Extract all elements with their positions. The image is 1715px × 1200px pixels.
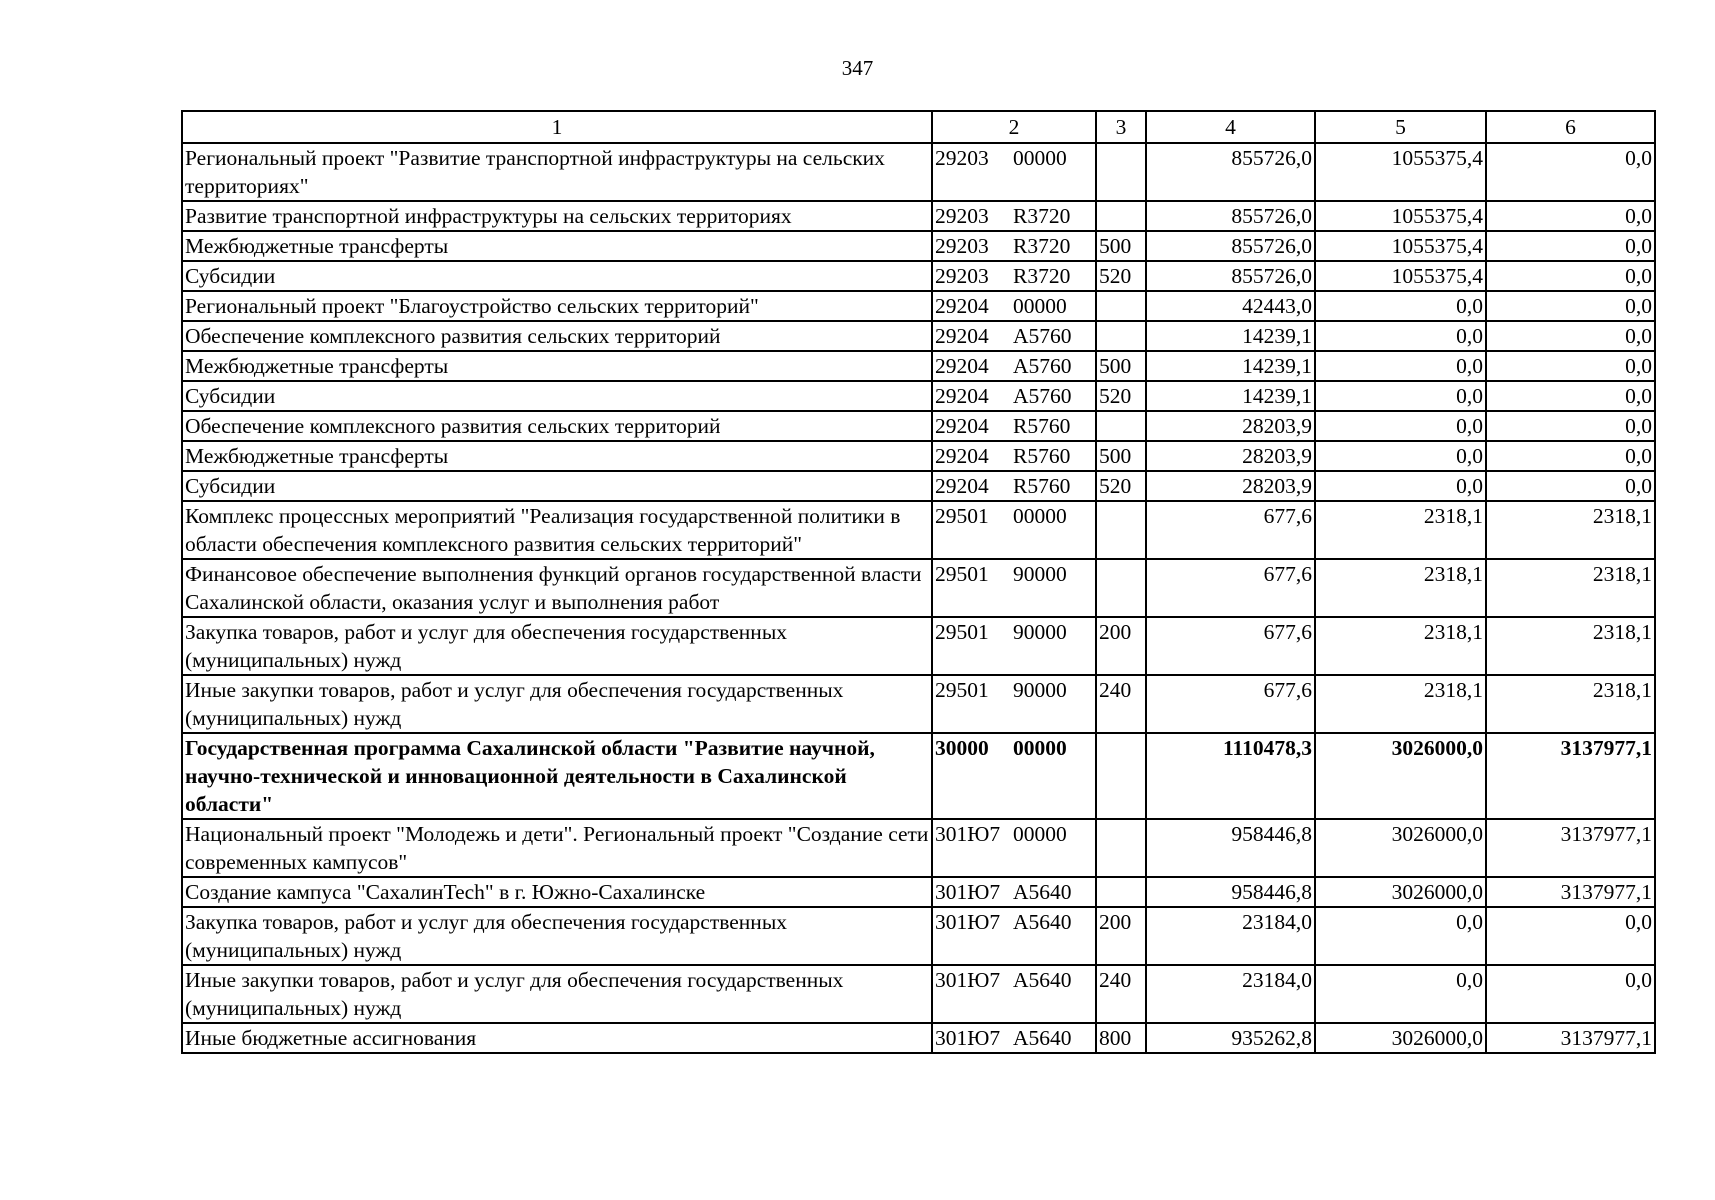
amount-col-5: 0,0: [1315, 351, 1486, 381]
direction-code: А5640: [1013, 968, 1072, 992]
amount-col-5: 3026000,0: [1315, 733, 1486, 819]
expense-type-code: [1096, 559, 1146, 617]
table-row: [182, 143, 1655, 201]
program-code: 301Ю7: [935, 822, 1001, 846]
row-code: [932, 143, 1096, 201]
amount-col-6: 0,0: [1486, 201, 1655, 231]
direction-code: 00000: [1013, 504, 1067, 528]
expense-type-code: 800: [1096, 1023, 1146, 1053]
amount-col-6: 2318,1: [1486, 675, 1655, 733]
program-code: 29501: [935, 678, 989, 702]
direction-code: А5640: [1013, 910, 1072, 934]
program-code: 29203: [935, 264, 989, 288]
amount-col-6: 0,0: [1486, 231, 1655, 261]
direction-code: R5760: [1013, 444, 1071, 468]
column-header-1: 1: [182, 111, 932, 143]
row-code: [932, 201, 1096, 231]
row-code: [932, 733, 1096, 819]
column-header-5: 5: [1315, 111, 1486, 143]
row-code: [932, 1023, 1096, 1053]
amount-col-6: 0,0: [1486, 965, 1655, 1023]
amount-col-5: 0,0: [1315, 471, 1486, 501]
amount-col-5: 2318,1: [1315, 617, 1486, 675]
budget-table: [181, 110, 1656, 1054]
expense-type-code: [1096, 733, 1146, 819]
amount-col-6: 0,0: [1486, 291, 1655, 321]
amount-col-6: 0,0: [1486, 471, 1655, 501]
amount-col-4: 677,6: [1146, 501, 1315, 559]
direction-code: А5640: [1013, 880, 1072, 904]
row-name: Закупка товаров, работ и услуг для обеспечения государственных (муниципальных) нужд: [182, 617, 932, 675]
expense-type-code: 520: [1096, 381, 1146, 411]
direction-code: А5760: [1013, 354, 1072, 378]
row-name: Обеспечение комплексного развития сельских территорий: [182, 321, 932, 351]
row-code: [932, 675, 1096, 733]
program-code: 29204: [935, 444, 989, 468]
amount-col-4: 855726,0: [1146, 201, 1315, 231]
table-row: [182, 501, 1655, 559]
row-name: Финансовое обеспечение выполнения функций органов государственной власти Сахалинской области, оказания услуг и выполнения работ: [182, 559, 932, 617]
expense-type-code: 240: [1096, 675, 1146, 733]
table-row: [182, 381, 1655, 411]
amount-col-5: 3026000,0: [1315, 877, 1486, 907]
amount-col-4: 958446,8: [1146, 819, 1315, 877]
row-name: Национальный проект "Молодежь и дети". Региональный проект "Создание сети современных кампусов": [182, 819, 932, 877]
row-name: Иные закупки товаров, работ и услуг для обеспечения государственных (муниципальных) нужд: [182, 965, 932, 1023]
table-row: [182, 819, 1655, 877]
program-code: 301Ю7: [935, 1026, 1001, 1050]
expense-type-code: 520: [1096, 471, 1146, 501]
row-name: Иные закупки товаров, работ и услуг для обеспечения государственных (муниципальных) нужд: [182, 675, 932, 733]
program-code: 30000: [935, 736, 989, 760]
expense-type-code: 500: [1096, 351, 1146, 381]
amount-col-5: 1055375,4: [1315, 231, 1486, 261]
row-name: Создание кампуса "СахалинTech" в г. Южно-Сахалинске: [182, 877, 932, 907]
program-code: 29204: [935, 474, 989, 498]
direction-code: 90000: [1013, 678, 1067, 702]
amount-col-5: 2318,1: [1315, 501, 1486, 559]
amount-col-5: 1055375,4: [1315, 261, 1486, 291]
row-name: Государственная программа Сахалинской области "Развитие научной, научно-технической и инновационной деятельности в Сахалинской области": [182, 733, 932, 819]
row-code: [932, 877, 1096, 907]
column-header-4: 4: [1146, 111, 1315, 143]
page-number: 347: [841, 56, 874, 80]
row-name: Межбюджетные трансферты: [182, 441, 932, 471]
amount-col-6: 3137977,1: [1486, 733, 1655, 819]
header-row: [182, 111, 1655, 143]
row-name: Межбюджетные трансферты: [182, 351, 932, 381]
expense-type-code: [1096, 819, 1146, 877]
program-code: 29204: [935, 354, 989, 378]
table-row: [182, 261, 1655, 291]
direction-code: А5760: [1013, 384, 1072, 408]
expense-type-code: [1096, 143, 1146, 201]
row-code: [932, 907, 1096, 965]
amount-col-4: 677,6: [1146, 617, 1315, 675]
row-code: [932, 501, 1096, 559]
expense-type-code: [1096, 411, 1146, 441]
row-name: Субсидии: [182, 381, 932, 411]
amount-col-6: 3137977,1: [1486, 1023, 1655, 1053]
program-code: 29501: [935, 504, 989, 528]
amount-col-6: 0,0: [1486, 441, 1655, 471]
amount-col-4: 23184,0: [1146, 965, 1315, 1023]
amount-col-5: 1055375,4: [1315, 201, 1486, 231]
program-code: 29501: [935, 620, 989, 644]
expense-type-code: 240: [1096, 965, 1146, 1023]
row-name: Комплекс процессных мероприятий "Реализация государственной политики в области обеспечения комплексного развития сельских территорий": [182, 501, 932, 559]
expense-type-code: [1096, 321, 1146, 351]
amount-col-4: 28203,9: [1146, 441, 1315, 471]
row-name: Обеспечение комплексного развития сельских территорий: [182, 411, 932, 441]
row-name: Субсидии: [182, 261, 932, 291]
row-code: [932, 441, 1096, 471]
direction-code: R3720: [1013, 234, 1071, 258]
amount-col-4: 42443,0: [1146, 291, 1315, 321]
program-code: 301Ю7: [935, 968, 1001, 992]
table-row: [182, 1023, 1655, 1053]
row-code: [932, 965, 1096, 1023]
amount-col-4: 28203,9: [1146, 411, 1315, 441]
amount-col-6: 0,0: [1486, 321, 1655, 351]
table-row: [182, 675, 1655, 733]
table-row: [182, 965, 1655, 1023]
direction-code: R3720: [1013, 204, 1071, 228]
row-code: [932, 617, 1096, 675]
table-row: [182, 441, 1655, 471]
row-code: [932, 471, 1096, 501]
amount-col-6: 2318,1: [1486, 559, 1655, 617]
program-code: 29204: [935, 324, 989, 348]
amount-col-4: 14239,1: [1146, 381, 1315, 411]
table-row: [182, 351, 1655, 381]
amount-col-6: 3137977,1: [1486, 819, 1655, 877]
table-row: [182, 291, 1655, 321]
table-row: [182, 559, 1655, 617]
row-name: Субсидии: [182, 471, 932, 501]
row-name: Региональный проект "Благоустройство сельских территорий": [182, 291, 932, 321]
amount-col-4: 28203,9: [1146, 471, 1315, 501]
amount-col-5: 0,0: [1315, 381, 1486, 411]
table-row: [182, 201, 1655, 231]
program-code: 301Ю7: [935, 880, 1001, 904]
program-code: 29204: [935, 414, 989, 438]
amount-col-4: 855726,0: [1146, 231, 1315, 261]
amount-col-5: 0,0: [1315, 291, 1486, 321]
direction-code: А5760: [1013, 324, 1072, 348]
expense-type-code: 500: [1096, 231, 1146, 261]
table-body: [182, 143, 1655, 1053]
expense-type-code: 200: [1096, 907, 1146, 965]
program-code: 29203: [935, 204, 989, 228]
column-header-3: 3: [1096, 111, 1146, 143]
amount-col-4: 1110478,3: [1146, 733, 1315, 819]
row-code: [932, 351, 1096, 381]
direction-code: R3720: [1013, 264, 1071, 288]
row-code: [932, 291, 1096, 321]
table-row: [182, 411, 1655, 441]
amount-col-6: 0,0: [1486, 261, 1655, 291]
amount-col-6: 0,0: [1486, 907, 1655, 965]
amount-col-5: 0,0: [1315, 411, 1486, 441]
program-code: 29204: [935, 294, 989, 318]
amount-col-4: 23184,0: [1146, 907, 1315, 965]
amount-col-4: 14239,1: [1146, 321, 1315, 351]
amount-col-6: 2318,1: [1486, 501, 1655, 559]
column-header-2: 2: [932, 111, 1096, 143]
amount-col-5: 1055375,4: [1315, 143, 1486, 201]
direction-code: R5760: [1013, 414, 1071, 438]
program-code: 29203: [935, 146, 989, 170]
amount-col-4: 677,6: [1146, 559, 1315, 617]
direction-code: 00000: [1013, 822, 1067, 846]
row-code: [932, 321, 1096, 351]
program-code: 29501: [935, 562, 989, 586]
expense-type-code: [1096, 201, 1146, 231]
direction-code: 00000: [1013, 146, 1067, 170]
amount-col-4: 855726,0: [1146, 143, 1315, 201]
program-code: 301Ю7: [935, 910, 1001, 934]
amount-col-6: 0,0: [1486, 143, 1655, 201]
amount-col-5: 0,0: [1315, 321, 1486, 351]
program-code: 29204: [935, 384, 989, 408]
expense-type-code: 200: [1096, 617, 1146, 675]
expense-type-code: 520: [1096, 261, 1146, 291]
amount-col-6: 3137977,1: [1486, 877, 1655, 907]
row-code: [932, 819, 1096, 877]
direction-code: 90000: [1013, 562, 1067, 586]
direction-code: 00000: [1013, 294, 1067, 318]
amount-col-4: 855726,0: [1146, 261, 1315, 291]
amount-col-6: 0,0: [1486, 381, 1655, 411]
row-name: Межбюджетные трансферты: [182, 231, 932, 261]
expense-type-code: [1096, 877, 1146, 907]
table-row: [182, 617, 1655, 675]
amount-col-5: 0,0: [1315, 907, 1486, 965]
direction-code: А5640: [1013, 1026, 1072, 1050]
row-name: Закупка товаров, работ и услуг для обеспечения государственных (муниципальных) нужд: [182, 907, 932, 965]
table-row: [182, 877, 1655, 907]
expense-type-code: 500: [1096, 441, 1146, 471]
expense-type-code: [1096, 501, 1146, 559]
table-row: [182, 231, 1655, 261]
amount-col-4: 14239,1: [1146, 351, 1315, 381]
table-row: [182, 907, 1655, 965]
direction-code: 00000: [1013, 736, 1067, 760]
table-row: [182, 471, 1655, 501]
program-code: 29203: [935, 234, 989, 258]
row-code: [932, 261, 1096, 291]
amount-col-5: 2318,1: [1315, 559, 1486, 617]
row-name: Иные бюджетные ассигнования: [182, 1023, 932, 1053]
amount-col-5: 3026000,0: [1315, 1023, 1486, 1053]
amount-col-5: 3026000,0: [1315, 819, 1486, 877]
expense-type-code: [1096, 291, 1146, 321]
row-name: Региональный проект "Развитие транспортной инфраструктуры на сельских территориях": [182, 143, 932, 201]
amount-col-5: 2318,1: [1315, 675, 1486, 733]
table-row: [182, 733, 1655, 819]
row-name: Развитие транспортной инфраструктуры на сельских территориях: [182, 201, 932, 231]
row-code: [932, 411, 1096, 441]
amount-col-6: 0,0: [1486, 351, 1655, 381]
amount-col-6: 0,0: [1486, 411, 1655, 441]
row-code: [932, 231, 1096, 261]
direction-code: R5760: [1013, 474, 1071, 498]
amount-col-4: 935262,8: [1146, 1023, 1315, 1053]
amount-col-6: 2318,1: [1486, 617, 1655, 675]
row-code: [932, 559, 1096, 617]
amount-col-5: 0,0: [1315, 965, 1486, 1023]
row-code: [932, 381, 1096, 411]
amount-col-4: 958446,8: [1146, 877, 1315, 907]
direction-code: 90000: [1013, 620, 1067, 644]
column-header-6: 6: [1486, 111, 1655, 143]
table-row: [182, 321, 1655, 351]
amount-col-5: 0,0: [1315, 441, 1486, 471]
amount-col-4: 677,6: [1146, 675, 1315, 733]
